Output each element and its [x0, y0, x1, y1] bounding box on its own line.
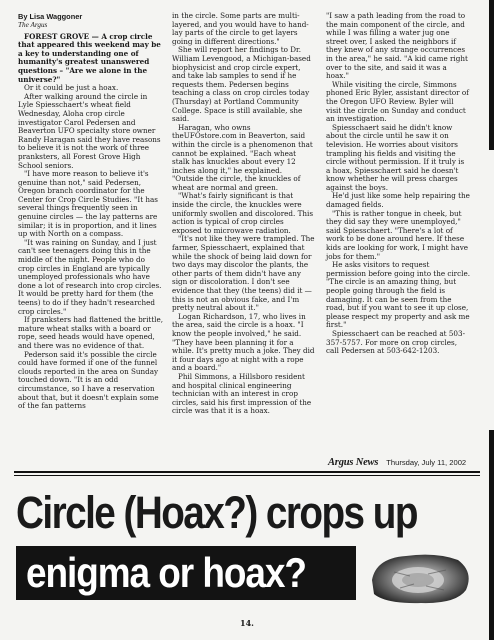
paragraph: If pranksters had flattened the brittle, mature wheat stalks with a board or rope, seed heads would have opened, and there was no evidence of that.	[18, 315, 164, 350]
page-number: 14.	[240, 618, 254, 628]
divider-rule	[14, 471, 480, 473]
issue-date: Thursday, July 11, 2002	[386, 458, 467, 467]
scan-edge-bottom	[489, 430, 494, 640]
paragraph: "What's fairly significant is that inside the circle, the knuckles were uniformly swollen and discolored. This action is typical of crop circles exposed to microwave radiation.	[172, 191, 314, 235]
paragraph: Spiesschaert said he didn't know about the circle until he saw it on television. He worries about visitors trampling his fields and visiting the circle without permission. If it truly is a hoax, Spiesschaert said he doesn't know whether he will press charges against the boys.	[326, 122, 465, 192]
divider-rule-thin	[14, 475, 480, 476]
article-column-3	[326, 12, 470, 356]
paragraph: "I saw a path leading from the road to the main component of the circle, and while I was filling a water jug one street over, I asked the neighbors if they knew of any strange occurrences in the area," he said. "A kid came right over to the site, and said it was a hoax."	[326, 11, 468, 81]
paragraph: He asks visitors to request permission before going into the circle. "The circle is an amazing thing, but people going through the field is damaging. It can be seen from the road, but if you want to see it up close, please respect my property and ask me first."	[326, 260, 470, 330]
paragraph: After walking around the circle in Lyle Spiesschaert's wheat field Wednesday, Aloha crop circle investigator Carol Pedersen and Beaverton UFO specialty store owner Randy Haragan said they have reasons to believe it is not the work of three pranksters, all Forest Grove High School seniors.	[18, 91, 161, 170]
paragraph: "This is rather tongue in cheek, but they did say they were unemployed," said Spiesschaert. "There's a lot of work to be done around here. If these kids are looking for work, I might have jobs for them."	[326, 208, 469, 261]
paragraph: "It's not like they were trampled. The farmer, Spiesschaert, explained that while the shock of being laid down for two days may discolor the plants, the other parts of them didn't have any sign or discoloration. I don't see evidence that they (the teens) did it — this is not an obvious fake, and I'm pretty neutral about it."	[172, 234, 315, 313]
paragraph: Spiesschaert can be reached at 503-357-5757. For more on crop circles, call Pedersen at 503-642-1203.	[326, 328, 465, 356]
paragraph: While visiting the circle, Simmons phoned Eric Byler, assistant director of the Oregon UFO Review. Byler will visit the circle on Sunday and conduct an investigation.	[326, 79, 469, 124]
paragraph: She will report her findings to Dr. William Levengood, a Michigan-based biophysicist and crop circle expert, and take lab samples to send if he requests them. Pedersen begins teaching a class on crop circles today (Thursday) at Portland Community College. Space is still available, she said.	[172, 45, 311, 124]
paragraph: Pederson said it's possible the circle could have formed if one of the funnel clouds reported in the area on Sunday touched down. "It is an odd circumstance, so I have a reservation about that, but it doesn't explain some of the fan patterns	[18, 349, 159, 411]
paragraph: Haragan, who owns theUFOstore.com in Beaverton, said within the circle is a phenomenon that cannot be explained. "Each wheat stalk has knuckles about every 12 inches along it," he explained. "Outside the circle, the knuckles of wheat are normal and green.	[172, 122, 313, 192]
main-headline: Circle (Hoax?) crops up	[16, 487, 417, 538]
scan-edge-top	[489, 0, 494, 150]
byline: By Lisa Waggoner	[18, 12, 83, 21]
article-column-1	[18, 12, 163, 411]
paragraph: "I have more reason to believe it's genuine than not," said Pedersen, Oregon branch coordinator for the Center for Crop Circle Studies. "It has several things frequently seen in genuine circles — the lay patterns are similar; it is in proportion, and it lines up with North on a compass.	[18, 169, 158, 239]
paragraph: "It was raining on Sunday, and I just can't see teenagers doing this in the middle of the night. People who do crop circles in England are typically unemployed professionals who have done a lot of research into crop circles. It would be pretty hard for them (the teens) to do if they hadn't researched crop circles."	[18, 237, 162, 316]
paragraph: Logan Richardson, 17, who lives in the area, said the circle is a hoax. "I know the people involved," he said. "They have been planning it for a while. It's pretty much a joke. They did it four days ago at night with a rope and a board."	[172, 311, 315, 373]
article-column-2	[172, 12, 315, 416]
paragraph: in the circle. Some parts are multi-layered, and you would have to hand-lay parts of the circle to get layers going in different directions."	[172, 11, 309, 46]
masthead	[328, 457, 476, 468]
paragraph: He'd just like some help repairing the damaged fields.	[326, 191, 470, 210]
lead-paragraph: FOREST GROVE — A crop circle that appeared this weekend may be a key to understanding one of humanity's greatest unanswered questions – "Are we alone in the universe?"	[18, 31, 161, 84]
subheadline: enigma or hoax?	[26, 549, 306, 596]
newspaper-logo: Argus News	[328, 457, 379, 468]
paragraph: Phil Simmons, a Hillsboro resident and hospital clinical engineering technician with an interest in crop circles, said his first impression of the circle was that it is a hoax.	[172, 371, 312, 416]
paragraph: Or it could be just a hoax.	[24, 83, 119, 93]
publication-credit: The Argus	[18, 21, 48, 29]
crop-circle-photo	[366, 550, 476, 606]
